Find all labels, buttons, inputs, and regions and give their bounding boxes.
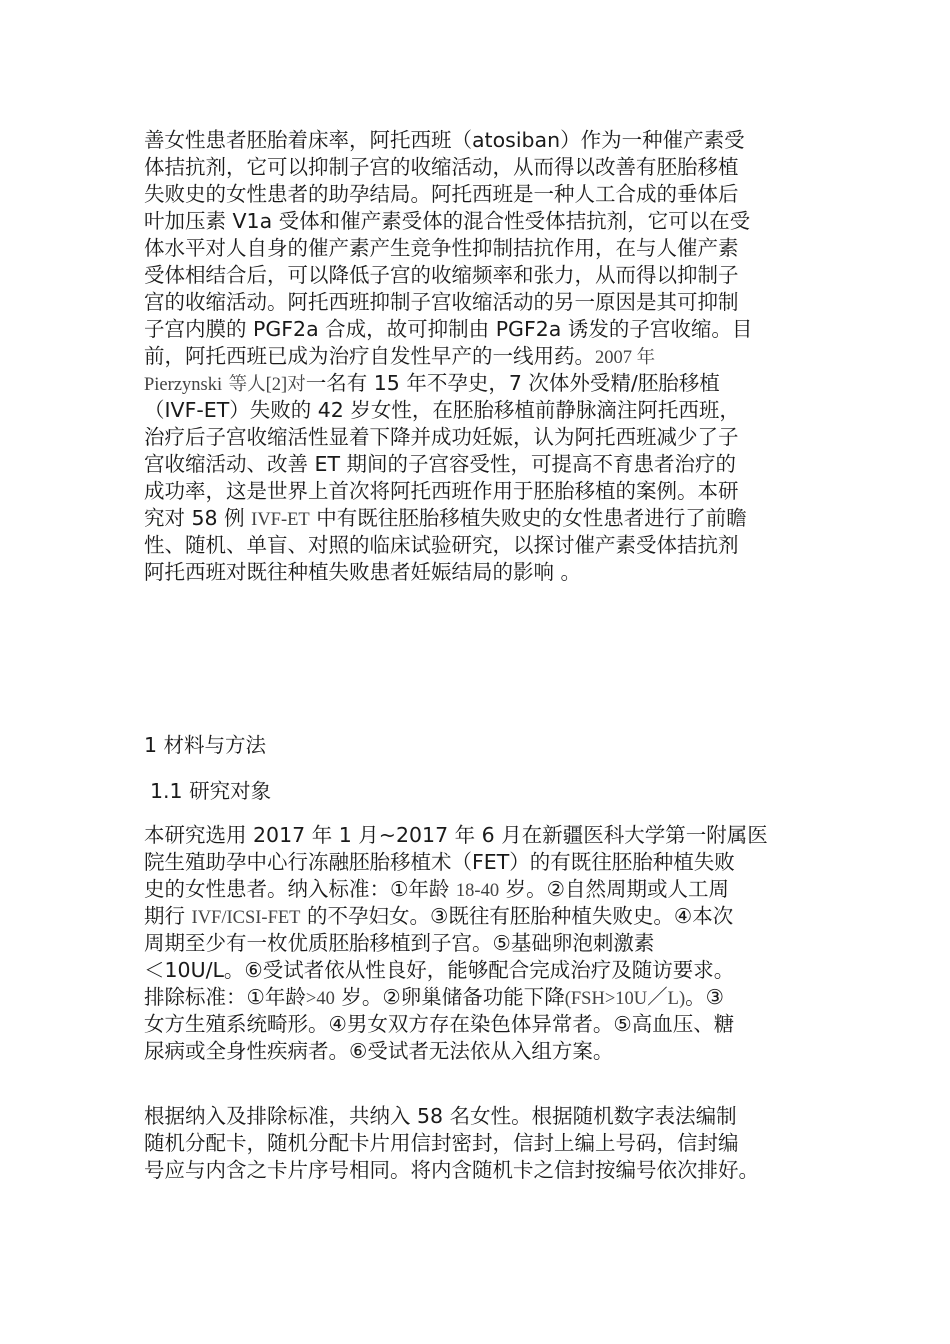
text-line: 院生殖助孕中心行冻融胚胎移植术（FET）的有既往胚胎种植失败: [144, 850, 735, 874]
subsection-title: 1.1 研究对象: [150, 779, 272, 803]
text-line: 体拮抗剂，它可以抑制子宫的收缩活动，从而得以改善有胚胎移植: [144, 155, 739, 179]
section-heading: [144, 730, 824, 760]
section-title: 1 材料与方法: [144, 733, 267, 757]
paragraph-intro: [144, 127, 824, 586]
text-segment: 期行: [144, 904, 192, 928]
text-line: 阿托西班对既往种植失败患者妊娠结局的影响 。: [144, 560, 582, 584]
text-line: 善女性患者胚胎着床率，阿托西班（atosiban）作为一种催产素受: [144, 128, 745, 152]
text-line: [144, 903, 824, 930]
text-line: 治疗后子宫收缩活性显着下降并成功妊娠，认为阿托西班减少了子: [144, 425, 739, 449]
text-line: 宫收缩活动、改善 ET 期间的子宫容受性，可提高不育患者治疗的: [144, 452, 737, 476]
text-line: 尿病或全身性疾病者。⑥受试者无法依从入组方案。: [144, 1039, 614, 1063]
text-segment: 中有既往胚胎移植失败史的女性患者进行了前瞻: [309, 506, 747, 530]
text-line: 周期至少有一枚优质胚胎移植到子宫。⑤基础卵泡刺激素: [144, 931, 655, 955]
text-line: [144, 505, 824, 532]
text-segment: ／: [647, 985, 668, 1009]
text-line: [144, 343, 824, 370]
procedure-abbreviation: IVF/ICSI-FET: [191, 908, 301, 928]
text-line: ＜10U/L。⑥受试者依从性良好，能够配合完成治疗及随访要求。: [144, 958, 735, 982]
text-line: 女方生殖系统畸形。④男女双方存在染色体异常者。⑤高血压、糖: [144, 1012, 735, 1036]
text-segment: 的不孕妇女。③既往有胚胎种植失败史。④本次: [300, 904, 734, 928]
age-range: 18-40: [455, 881, 500, 901]
text-segment: 排除标准：①年龄: [144, 985, 306, 1009]
text-segment: 史的女性患者。纳入标准：①年龄: [144, 877, 456, 901]
text-line: 受体相结合后，可以降低子宫的收缩频率和张力，从而得以抑制子: [144, 263, 739, 287]
text-line: 失败史的女性患者的助孕结局。阿托西班是一种人工合成的垂体后: [144, 182, 739, 206]
paragraph-randomization: [144, 1103, 824, 1184]
paragraph-subjects: [144, 822, 824, 1065]
text-line: [144, 370, 824, 397]
text-segment: 究对 58 例: [144, 506, 245, 530]
text-segment: 。③: [685, 985, 724, 1009]
text-line: 本研究选用 2017 年 1 月~2017 年 6 月在新疆医科大学第一附属医: [144, 823, 768, 847]
subsection-heading: [150, 776, 830, 806]
text-line: 体水平对人自身的催产素产生竞争性抑制拮抗作用，在与人催产素: [144, 236, 739, 260]
year-reference: 2007 年: [595, 348, 656, 368]
abbreviation: IVF-ET: [251, 510, 310, 530]
age-threshold: >40: [305, 989, 335, 1009]
text-line: 宫的收缩活动。阿托西班抑制子宫收缩活动的另一原因是其可抑制: [144, 290, 739, 314]
text-line: [144, 984, 824, 1011]
unit-text: L): [667, 989, 686, 1009]
citation: 等人[2]对: [228, 375, 306, 395]
text-line: （IVF-ET）失败的 42 岁女性，在胚胎移植前静脉滴注阿托西班，: [144, 398, 740, 422]
text-line: [144, 876, 824, 903]
text-segment: 岁。②卵巢储备功能下降: [334, 985, 565, 1009]
text-segment: 前，阿托西班已成为治疗自发性早产的一线用药。: [144, 344, 595, 368]
author-name: Pierzynski: [144, 375, 223, 395]
text-segment: 一名有 15 年不孕史，7 次体外受精/胚胎移植: [305, 371, 720, 395]
text-line: 子宫内膜的 PGF2a 合成，故可抑制由 PGF2a 诱发的子宫收缩。目: [144, 317, 753, 341]
text-line: 号应与内含之卡片序号相同。将内含随机卡之信封按编号依次排好。: [144, 1158, 759, 1182]
text-line: 性、随机、单盲、对照的临床试验研究，以探讨催产素受体拮抗剂: [144, 533, 739, 557]
fsh-threshold: (FSH>10U: [564, 989, 648, 1009]
text-line: 叶加压素 V1a 受体和催产素受体的混合性受体拮抗剂，它可以在受: [144, 209, 751, 233]
text-line: 随机分配卡，随机分配卡片用信封密封，信封上编上号码，信封编: [144, 1131, 739, 1155]
text-line: 成功率，这是世界上首次将阿托西班作用于胚胎移植的案例。本研: [144, 479, 739, 503]
text-line: 根据纳入及排除标准，共纳入 58 名女性。根据随机数字表法编制: [144, 1104, 737, 1128]
text-segment: 岁。②自然周期或人工周: [499, 877, 729, 901]
